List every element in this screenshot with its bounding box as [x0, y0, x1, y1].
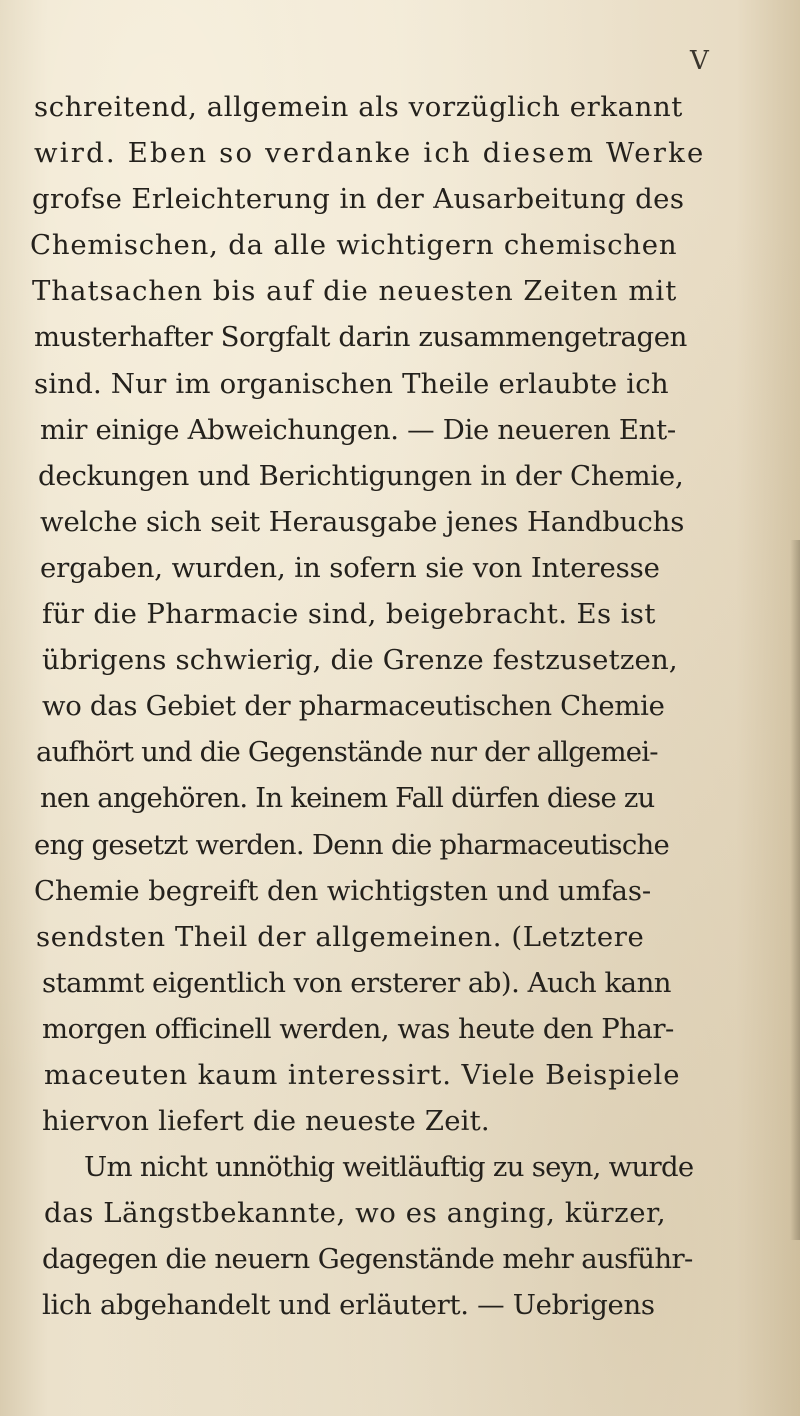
- text-line: lich abgehandelt und erläutert. — Uebrigens: [42, 1289, 655, 1322]
- text-line: Um nicht unnöthig weitläuftig zu seyn, wurde: [84, 1151, 694, 1184]
- text-line: musterhafter Sorgfalt darin zusammengetragen: [34, 321, 687, 354]
- text-line: sendsten Theil der allgemeinen. (Letztere: [36, 920, 645, 953]
- text-line: Chemischen, da alle wichtigern chemischen: [30, 229, 678, 262]
- text-line: dagegen die neuern Gegenstände mehr ausführ-: [42, 1243, 693, 1276]
- text-line: eng gesetzt werden. Denn die pharmaceutische: [34, 828, 670, 861]
- text-line: deckungen und Berichtigungen in der Chemie,: [38, 459, 684, 492]
- text-line: welche sich seit Herausgabe jenes Handbuchs: [40, 505, 685, 538]
- text-line: aufhört und die Gegenstände nur der allgemei-: [36, 736, 658, 769]
- text-line: für die Pharmacie sind, beigebracht. Es ist: [42, 598, 656, 631]
- text-line: Chemie begreift den wichtigsten und umfas-: [34, 874, 652, 907]
- text-line: übrigens schwierig, die Grenze festzusetzen,: [42, 644, 678, 677]
- text-line: mir einige Abweichungen. — Die neueren Ent-: [40, 413, 676, 446]
- text-line: maceuten kaum interessirt. Viele Beispiele: [44, 1058, 681, 1091]
- text-line: wo das Gebiet der pharmaceutischen Chemie: [42, 690, 665, 723]
- text-line: nen angehören. In keinem Fall dürfen diese zu: [40, 782, 655, 815]
- page-edge-shadow: [790, 540, 800, 1240]
- corner-mark: V: [690, 46, 709, 76]
- text-line: stammt eigentlich von ersterer ab). Auch kann: [42, 966, 671, 999]
- text-line: wird. Eben so verdanke ich diesem Werke: [34, 137, 706, 170]
- text-line: Thatsachen bis auf die neuesten Zeiten mit: [32, 275, 678, 308]
- text-line: schreitend, allgemein als vorzüglich erkannt: [34, 91, 683, 123]
- text-line: das Längstbekannte, wo es anging, kürzer,: [44, 1197, 667, 1230]
- text-line: morgen officinell werden, was heute den Phar-: [42, 1012, 674, 1045]
- text-line: grofse Erleichterung in der Ausarbeitung des: [32, 183, 685, 216]
- text-line: sind. Nur im organischen Theile erlaubte ich: [34, 367, 669, 400]
- text-line: ergaben, wurden, in sofern sie von Interesse: [40, 551, 660, 584]
- body-text: [22, 84, 722, 1329]
- text-line: hiervon liefert die neueste Zeit.: [42, 1105, 490, 1138]
